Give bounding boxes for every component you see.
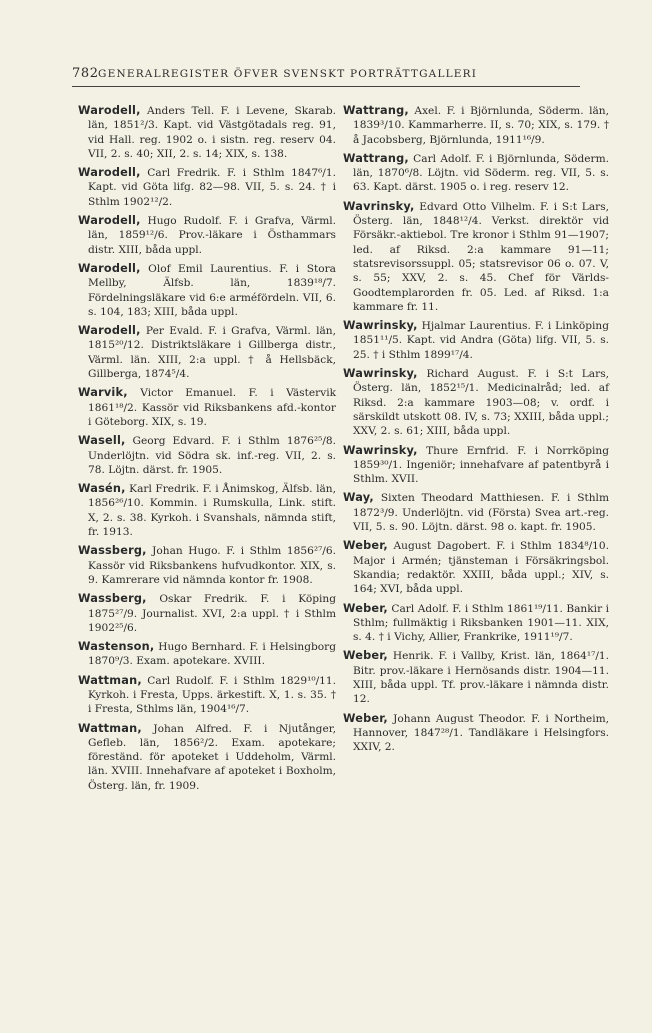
- entry-surname: Wawrinsky,: [343, 367, 418, 381]
- entry-text: Hugo Bernhard. F. i Helsingborg 1870⁹/3. Exam. apotekare. XVIII.: [88, 641, 336, 668]
- register-entry: [78, 482, 336, 539]
- entry-text: Edvard Otto Vilhelm. F. i S:t Lars, Österg. län, 1848¹²/4. Verkst. direktör vid Försäkr.-aktiebol. Tre kronor i Sthlm 91—1907; led. af Riksd. 2:a kammare 91—11; statsrevisorssuppl. 05; statsrevisor 06 o. 07. V, s. 55; XXV, 2. s. 45. Chef för Världs-Goodtemplarorden fr. 05. Led. af Riksd. 1:a kammare fr. 11.: [353, 200, 609, 313]
- page-header: [72, 66, 580, 87]
- register-entry: [343, 367, 609, 438]
- entry-surname: Warodell,: [78, 166, 141, 180]
- entry-text: Sixten Theodard Matthiesen. F. i Sthlm 1872³/9. Underlöjtn. vid (Första) Svea art.-reg. VII, 5. s. 90. Löjtn. därst. 98 o. kapt. fr. 1905.: [353, 492, 609, 534]
- entry-surname: Wattman,: [78, 673, 142, 687]
- register-entry: [78, 721, 336, 793]
- left-column: [78, 104, 336, 798]
- entry-text: Johan Alfred. F. i Njutånger, Gefleb. län, 1856²/2. Exam. apotekare; föreständ. för apoteket i Uddeholm, Värml. län. XVIII. Innehafvare af apoteket i Boxholm, Österg. län, fr. 1909.: [88, 722, 336, 792]
- register-entry: [343, 104, 609, 147]
- entry-surname: Weber,: [343, 711, 388, 725]
- running-title: GENERALREGISTER ÖFVER SVENSKT PORTRÄTTGALLERI: [98, 68, 478, 80]
- entry-text: Thure Ernfrid. F. i Norrköping 1859³⁰/1. Ingeniör; innehafvare af patentbyrå i Sthlm. XVII.: [353, 444, 609, 486]
- entry-surname: Wattrang,: [343, 104, 409, 117]
- right-column: [343, 104, 609, 759]
- entry-text: Anders Tell. F. i Levene, Skarab. län, 1851²/3. Kapt. vid Västgötadals reg. 91, vid Hall. reg. 1902 o. i sistn. reg. reserv 04. VII, 2. s. 40; XII, 2. s. 14; XIX, s. 138.: [88, 105, 336, 160]
- entry-surname: Way,: [343, 491, 374, 505]
- entry-surname: Wastenson,: [78, 640, 155, 654]
- register-entry: [78, 434, 336, 477]
- register-entry: [78, 544, 336, 587]
- entry-text: August Dagobert. F. i Sthlm 1834⁸/10. Major i Armén; tjänsteman i Försäkringsbol. Skandia; redaktör. XXIII, båda uppl.; XIV, s. 164; XVI, båda uppl.: [353, 540, 609, 596]
- register-entry: [78, 386, 336, 429]
- entry-text: Per Evald. F. i Grafva, Värml. län, 1815²⁰/12. Distriktsläkare i Gillberga distr., Värml. län. XIII, 2:a uppl. † å Hellsbäck, Gillberga, 1874⁵/4.: [88, 325, 336, 381]
- register-entry: [343, 151, 609, 195]
- entry-surname: Wavrinsky,: [343, 199, 415, 213]
- register-entry: [343, 443, 609, 487]
- register-entry: [343, 539, 609, 596]
- entry-surname: Warodell,: [78, 104, 141, 117]
- register-entry: [78, 592, 336, 635]
- register-entry: [78, 166, 336, 209]
- entry-text: Victor Emanuel. F. i Västervik 1861¹⁸/2. Kassör vid Riksbankens afd.-kontor i Göteborg. XIX, s. 19.: [88, 387, 336, 428]
- entry-surname: Wattrang,: [343, 151, 409, 165]
- register-entry: [343, 601, 609, 645]
- entry-surname: Wassberg,: [78, 592, 147, 606]
- entry-text: Georg Edvard. F. i Sthlm 1876²⁵/8. Underlöjtn. vid Södra sk. inf.-reg. VII, 2. s. 78. Löjtn. därst. fr. 1905.: [88, 435, 336, 476]
- entry-text: Oskar Fredrik. F. i Köping 1875²⁷/9. Journalist. XVI, 2:a uppl. † i Sthlm 1902²⁵/6.: [88, 593, 336, 634]
- entry-text: Johann August Theodor. F. i Northeim, Hannover, 1847²⁸/1. Tandläkare i Helsingfors. XXIV, 2.: [353, 712, 609, 754]
- entry-surname: Warodell,: [78, 324, 141, 338]
- entry-surname: Wasén,: [78, 482, 126, 496]
- register-entry: [343, 491, 609, 534]
- entry-text: Carl Adolf. F. i Björnlunda, Söderm. län, 1870⁶/8. Löjtn. vid Söderm. reg. VII, 5. s. 63. Kapt. därst. 1905 o. i reg. reserv 12.: [353, 152, 609, 194]
- entry-surname: Warodell,: [78, 261, 141, 275]
- register-entry: [343, 319, 609, 362]
- register-entry: [343, 199, 609, 314]
- entry-text: Carl Adolf. F. i Sthlm 1861¹⁹/11. Bankir i Sthlm; fullmäktig i Riksbanken 1901—11. XIX, s. 4. † i Vichy, Allier, Frankrike, 1911¹⁹/7.: [353, 602, 609, 644]
- page-number: 782: [72, 66, 99, 81]
- entry-text: Carl Fredrik. F. i Sthlm 1847⁶/1. Kapt. vid Göta lifg. 82—98. VII, 5. s. 24. † i Sthlm 1902¹²/2.: [88, 167, 336, 208]
- entry-surname: Weber,: [343, 539, 388, 553]
- entry-surname: Weber,: [343, 649, 388, 663]
- entry-text: Hugo Rudolf. F. i Grafva, Värml. län, 1859¹²/6. Prov.-läkare i Östhammars distr. XIII, båda uppl.: [88, 215, 336, 256]
- register-entry: [343, 649, 609, 706]
- entry-surname: Wawrinsky,: [343, 319, 418, 333]
- entry-surname: Wattman,: [78, 721, 142, 735]
- entry-text: Johan Hugo. F. i Sthlm 1856²⁷/6. Kassör vid Riksbankens hufvudkontor. XIX, s. 9. Kamrerare vid nämnda kontor fr. 1908.: [88, 545, 336, 586]
- register-entry: [78, 324, 336, 381]
- register-entry: [78, 214, 336, 257]
- entry-text: Henrik. F. i Vallby, Krist. län, 1864¹⁷/1. Bitr. prov.-läkare i Hernösands distr. 1904—11. XIII, båda uppl. Tf. prov.-läkare i nämnda distr. 12.: [353, 650, 609, 706]
- register-entry: [343, 711, 609, 755]
- entry-text: Carl Rudolf. F. i Sthlm 1829¹⁰/11. Kyrkoh. i Fresta, Upps. ärkestift. X, 1. s. 35. † i Fresta, Sthlms län, 1904¹⁶/7.: [88, 674, 336, 716]
- register-entry: [78, 104, 336, 161]
- entry-text: Axel. F. i Björnlunda, Söderm. län, 1839³/10. Kammarherre. II, s. 70; XIX, s. 179. † å Jacobsberg, Björnlunda, 1911¹⁶/9.: [353, 105, 609, 146]
- entry-text: Karl Fredrik. F. i Ånimskog, Älfsb. län, 1856²⁶/10. Kommin. i Rumskulla, Link. stift. X, 2. s. 38. Kyrkoh. i Svanshals, nämnda stift, fr. 1913.: [88, 483, 336, 539]
- entry-surname: Warodell,: [78, 214, 141, 228]
- entry-text: Richard August. F. i S:t Lars, Österg. län, 1852¹⁵/1. Medicinalråd; led. af Riksd. 2:a kammare 1903—08; v. ordf. i särskildt utskott 08. IV, s. 73; XXIII, båda uppl.; XXV, 2. s. 61; XIII, båda uppl.: [353, 368, 609, 438]
- entry-surname: Wassberg,: [78, 544, 147, 558]
- register-entry: [78, 640, 336, 669]
- entry-surname: Wasell,: [78, 434, 126, 448]
- entry-text: Olof Emil Laurentius. F. i Stora Mellby, Älfsb. län, 1839¹⁸/7. Fördelningsläkare vid 6:e arméfördeln. VII, 6. s. 104, 183; XIII, båda uppl.: [88, 262, 336, 318]
- entry-surname: Wawrinsky,: [343, 443, 418, 457]
- register-entry: [78, 673, 336, 717]
- entry-surname: Warvik,: [78, 386, 128, 400]
- register-entry: [78, 261, 336, 319]
- entry-surname: Weber,: [343, 601, 388, 615]
- entry-text: Hjalmar Laurentius. F. i Linköping 1851¹¹/5. Kapt. vid Andra (Göta) lifg. VII, 5. s. 25. † i Sthlm 1899¹⁷/4.: [353, 320, 609, 361]
